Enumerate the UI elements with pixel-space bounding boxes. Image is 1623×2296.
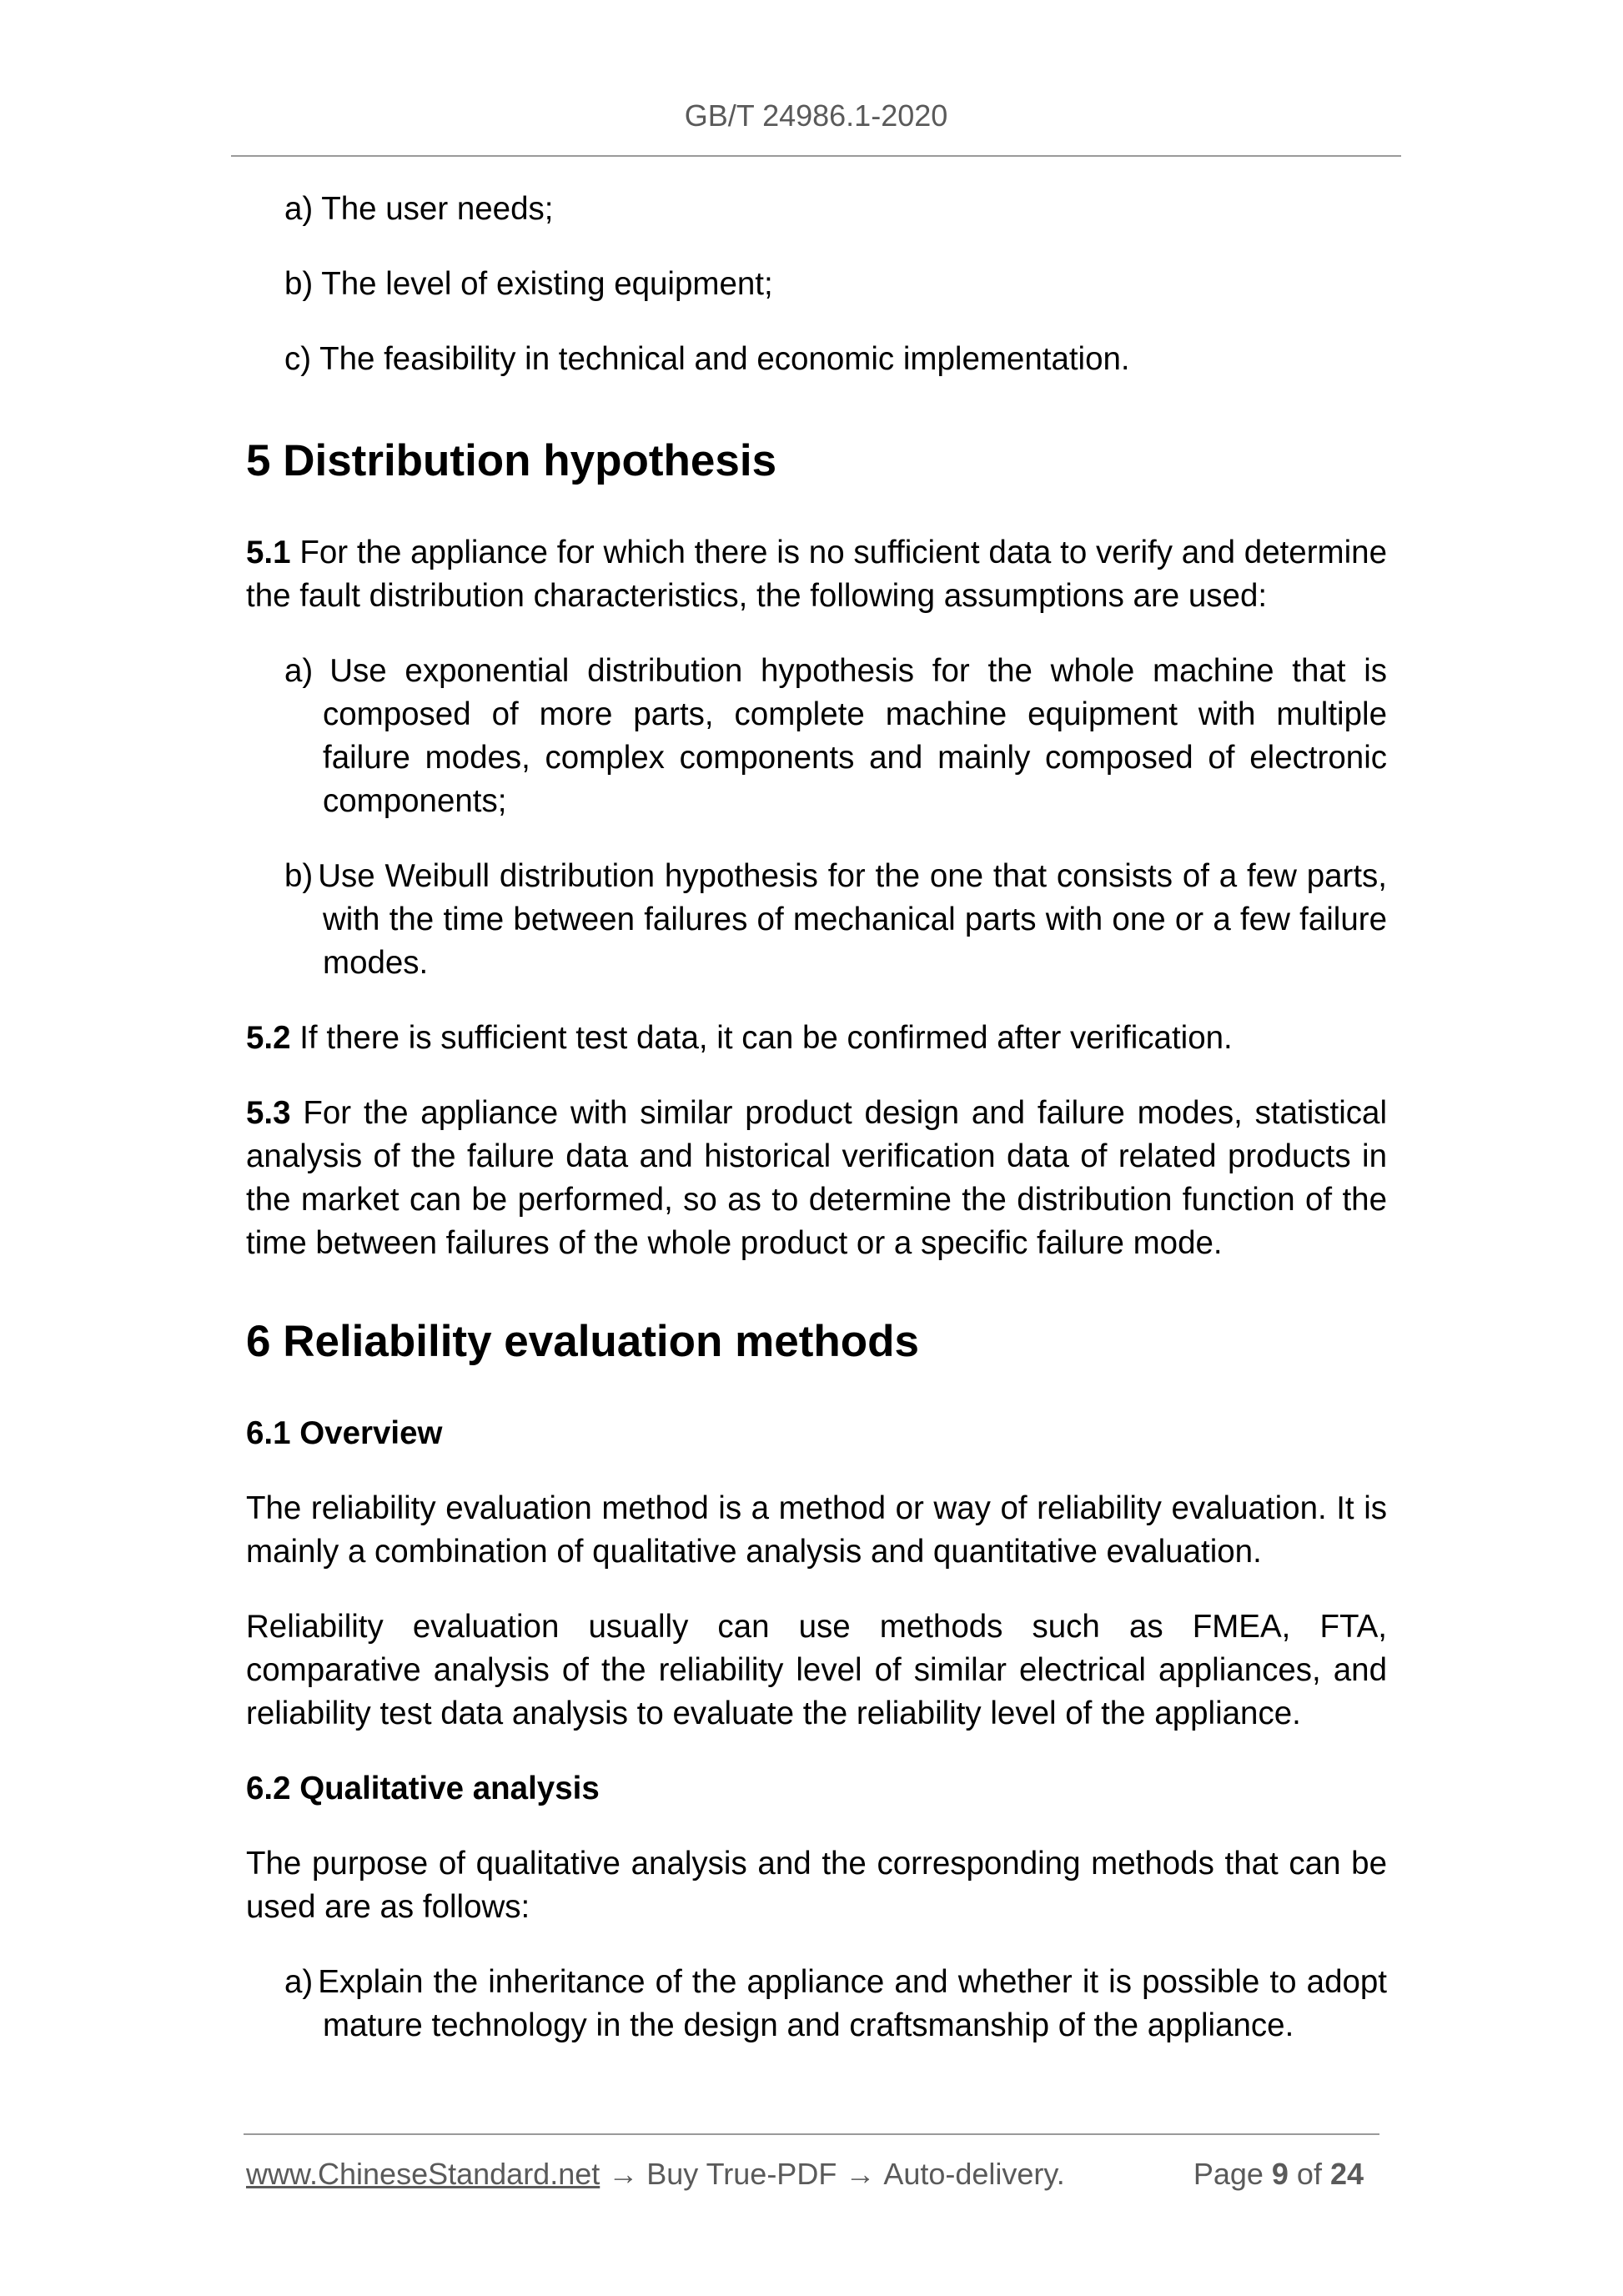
document-header-id: GB/T 24986.1-2020	[684, 98, 948, 133]
list-item: b) The level of existing equipment;	[284, 266, 773, 302]
page-number	[1193, 2153, 1372, 2195]
paragraph: Reliability evaluation usually can use methods such as FMEA, FTA, comparative analysis of the reliability level of similar electrical appliances, and reliability test data analysis to evaluate the reliability level of the appliance.	[246, 1609, 1387, 1731]
footer-step-buy: Buy True-PDF	[646, 2157, 837, 2191]
list-text: Use Weibull distribution hypothesis for the one that consists of a few parts, with the time between failures of mechanical parts with one or a few failure modes.	[318, 858, 1387, 981]
header-divider	[231, 155, 1401, 157]
clause-number: 5.2	[246, 1020, 291, 1056]
list-label: a)	[284, 653, 314, 689]
website-link[interactable]: www.ChineseStandard.net	[246, 2157, 600, 2191]
clause-5-3	[246, 1092, 1387, 1265]
clause-5-1	[246, 531, 1387, 618]
footer-divider	[244, 2133, 1379, 2135]
list-label: b)	[284, 858, 314, 894]
list-item	[246, 650, 1387, 823]
subsection-6-2-title: 6.2 Qualitative analysis	[246, 1771, 600, 1806]
subsection-6-1-title: 6.1 Overview	[246, 1415, 443, 1451]
page-content	[246, 188, 1387, 2079]
arrow-right-icon: →	[845, 2157, 876, 2191]
list-item: c) The feasibility in technical and economic implementation.	[284, 341, 1130, 377]
clause-5-2	[246, 1017, 1387, 1060]
clause-number: 5.1	[246, 535, 291, 570]
total-pages: 24	[1329, 2157, 1364, 2191]
list-item	[246, 855, 1387, 985]
page-footer	[246, 2153, 1372, 2195]
list-text: Explain the inheritance of the appliance and whether it is possible to adopt mature technology in the design and craftsmanship of the appliance.	[318, 1964, 1387, 2043]
paragraph: The purpose of qualitative analysis and the corresponding methods that can be used are as follows:	[246, 1846, 1387, 1925]
list-text: Use exponential distribution hypothesis for the whole machine that is composed of more parts, complete machine equipment with multiple failure modes, complex components and mainly composed of electronic components;	[323, 653, 1387, 819]
clause-text: If there is sufficient test data, it can be confirmed after verification.	[299, 1020, 1233, 1056]
clause-text: For the appliance for which there is no sufficient data to verify and determine the fault distribution characteristics, the following assumptions are used:	[246, 535, 1387, 614]
section-5-title: 5 Distribution hypothesis	[246, 436, 777, 485]
clause-text: For the appliance with similar product design and failure modes, statistical analysis of the failure data and historical verification data of related products in the market can be performed, so as to determine the distribution function of the time between failures of the whole product or a specific failure mode.	[246, 1095, 1388, 1261]
current-page: 9	[1271, 2157, 1289, 2191]
list-item: a) The user needs;	[284, 191, 554, 227]
footer-step-delivery: Auto-delivery.	[883, 2157, 1065, 2191]
section-6-title: 6 Reliability evaluation methods	[246, 1317, 919, 1366]
list-item	[246, 1961, 1387, 2047]
arrow-right-icon: →	[608, 2157, 639, 2191]
of-word: of	[1296, 2157, 1322, 2191]
list-label: a)	[284, 1964, 314, 2000]
paragraph: The reliability evaluation method is a method or way of reliability evaluation. It is mainly a combination of qualitative analysis and quantitative evaluation.	[246, 1490, 1387, 1570]
clause-number: 5.3	[246, 1095, 291, 1131]
page-word: Page	[1193, 2157, 1264, 2191]
